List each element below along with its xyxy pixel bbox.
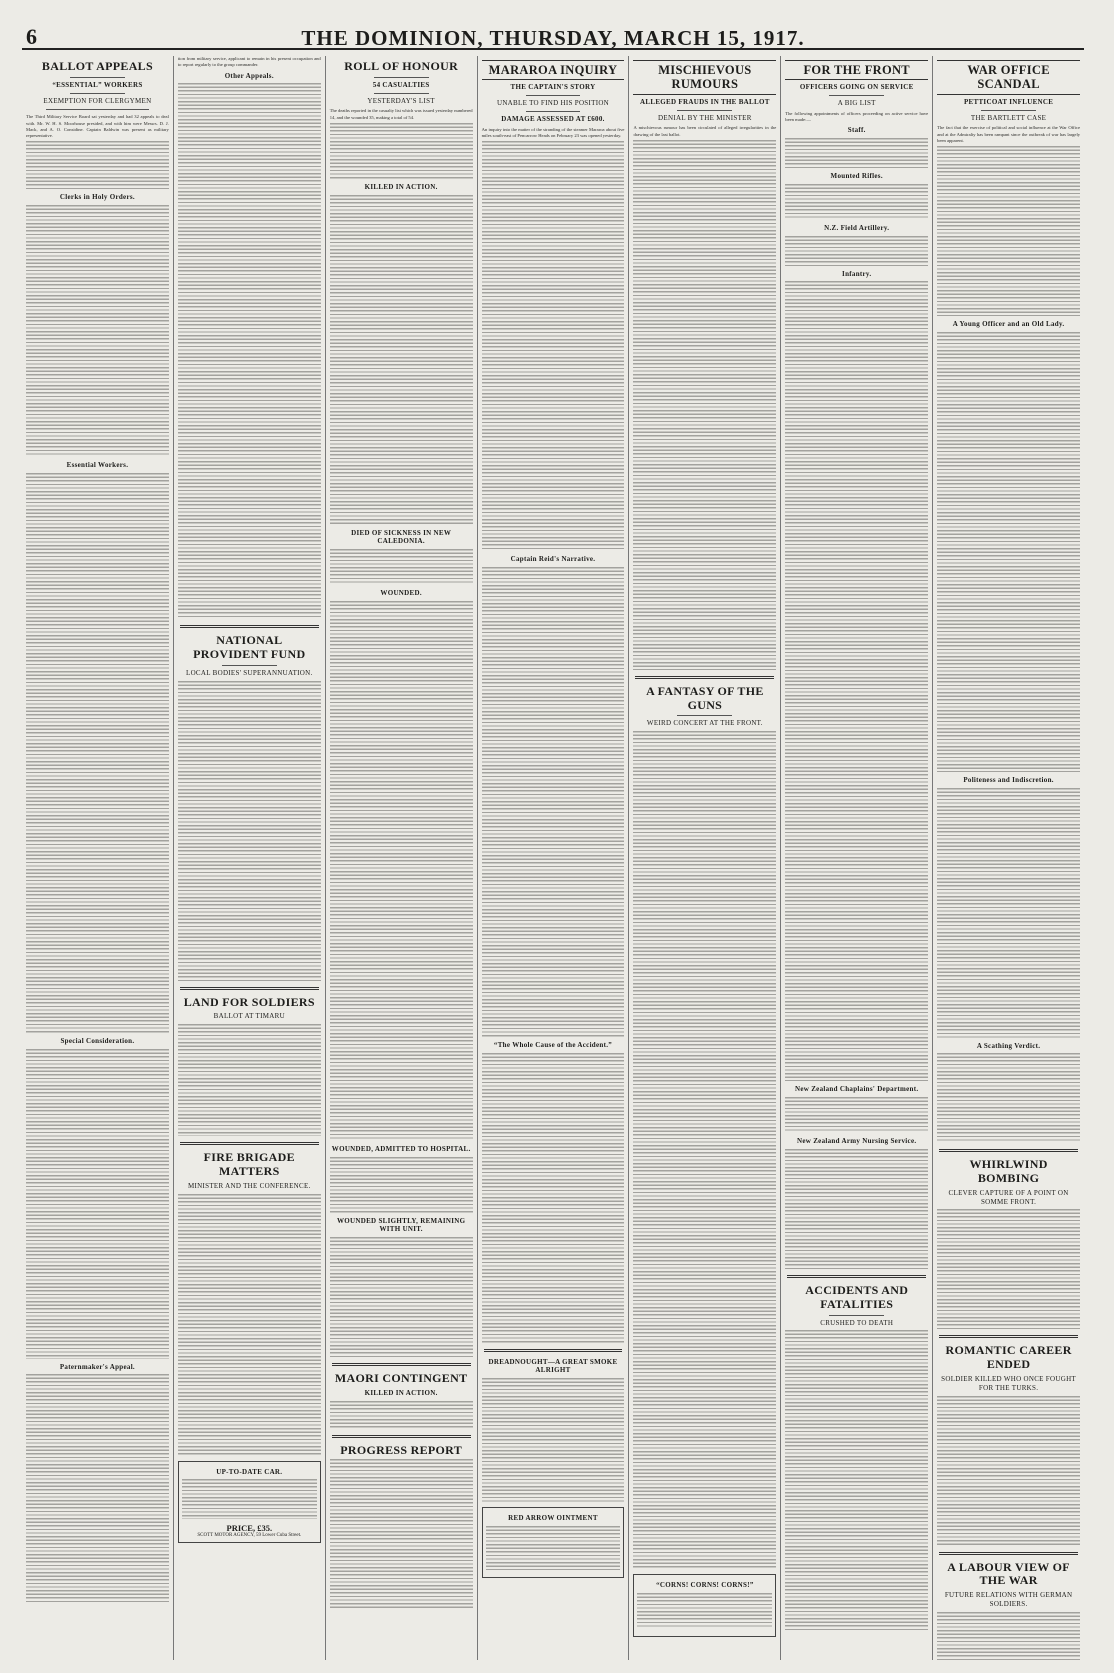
subhead-position: UNABLE TO FIND HIS POSITION: [496, 99, 610, 108]
subhead-petticoat: PETTICOAT INFLUENCE: [963, 97, 1054, 106]
officer-list: [785, 138, 928, 168]
subhead-captains-story: THE CAPTAIN'S STORY: [510, 83, 596, 92]
subhead-yesterdays-list: YESTERDAY'S LIST: [367, 96, 435, 105]
subhead-exemption: EXEMPTION FOR CLERGYMEN: [43, 96, 152, 105]
article-intro: The deaths reported in the casualty list which was issued yesterday numbered 14, and the wounded 35, making a total of 54.: [329, 108, 473, 120]
headline-fantasy-of-guns: A FANTASY OF THE GUNS: [646, 683, 764, 712]
headline-romantic-career: ROMANTIC CAREER ENDED: [945, 1343, 1072, 1372]
article-continuation: tion from military service, applicant to remain in his present occupation and to report regularly to the group commander.: [177, 56, 321, 68]
headline-maori-contingent: MAORI CONTINGENT: [334, 1371, 468, 1386]
section-heading: WOUNDED SLIGHTLY, REMAINING WITH UNIT.: [336, 1216, 466, 1234]
subhead-denial: DENIAL BY THE MINISTER: [658, 113, 752, 122]
ad-heading: “CORNS! CORNS! CORNS!”: [656, 1581, 754, 1590]
subhead-minister-conference: MINISTER AND THE CONFERENCE.: [187, 1181, 311, 1190]
column-2: [174, 56, 326, 1660]
headline-mischievous-rumours: MISCHIEVOUS RUMOURS: [633, 60, 776, 95]
subhead-crushed: CRUSHED TO DEATH: [820, 1318, 894, 1327]
section-heading: Clerks in Holy Orders.: [59, 193, 135, 202]
subhead-essential-workers: “ESSENTIAL” WORKERS: [52, 80, 143, 89]
article-text: [26, 1049, 169, 1359]
headline-mararoa-inquiry: MARAROA INQUIRY: [482, 60, 625, 80]
section-heading: Essential Workers.: [66, 461, 129, 470]
headline-land-for-soldiers: LAND FOR SOLDIERS: [183, 994, 315, 1009]
section-heading: Staff.: [847, 126, 866, 135]
casualty-list: [330, 195, 473, 525]
section-heading: KILLED IN ACTION.: [364, 1388, 438, 1397]
subhead-superannuation: LOCAL BODIES' SUPERANNUATION.: [186, 668, 313, 677]
section-heading: A Young Officer and an Old Lady.: [952, 320, 1065, 329]
section-heading: New Zealand Army Nursing Service.: [797, 1137, 917, 1146]
article-intro: The following appointments of officers proceeding on active service have been made:—: [785, 110, 929, 123]
section-heading: N.Z. Field Artillery.: [824, 223, 890, 232]
casualty-list: [330, 1401, 473, 1429]
officer-list: [785, 281, 928, 1081]
article-intro: A mischievous rumour has been circulated of alleged irregularities in the drawing of the last ballot.: [633, 125, 777, 137]
headline-whirlwind-bombing: WHIRLWIND BOMBING: [969, 1157, 1048, 1186]
article-text: [178, 1194, 321, 1456]
section-heading: Special Consideration.: [60, 1036, 135, 1045]
section-heading: Other Appeals.: [224, 71, 274, 80]
subhead-damage: DAMAGE ASSESSED AT £600.: [501, 114, 605, 123]
section-heading: DIED OF SICKNESS IN NEW CALEDONIA.: [351, 528, 452, 546]
casualty-list: [330, 1157, 473, 1213]
article-intro: The Third Military Service Board sat yesterday and had 32 appeals to deal with. Mr. W. H. S. Moorhouse presided, and with him were Messrs. D. J. Mack, and A. O. Considine. Captain Baldwin was present as military representative.: [26, 114, 169, 139]
headline-fire-brigade: FIRE BRIGADE MATTERS: [203, 1150, 295, 1179]
officer-list: [785, 1149, 928, 1269]
article-text: [937, 1396, 1080, 1546]
officer-list: [785, 1097, 928, 1133]
section-heading: Paternmaker's Appeal.: [59, 1362, 135, 1371]
casualty-list: [330, 549, 473, 585]
article-text: [785, 1330, 928, 1630]
article-text: [178, 83, 321, 619]
article-text: [330, 1459, 473, 1609]
article-text: [937, 146, 1080, 316]
ad-heading: UP-TO-DATE CAR.: [216, 1467, 283, 1476]
article-text: [26, 473, 169, 1033]
section-heading: Politeness and Indiscretion.: [963, 775, 1054, 784]
subhead-future-relations: FUTURE RELATIONS WITH GERMAN SOLDIERS.: [944, 1591, 1073, 1608]
officer-list: [785, 236, 928, 266]
ad-address: SCOTT MOTOR AGENCY, 59 Lower Cuba Street.: [197, 1533, 302, 1539]
masthead: [22, 22, 1084, 50]
article-text: [937, 788, 1080, 1038]
section-heading: A Scathing Verdict.: [976, 1041, 1041, 1050]
subhead-casualties: 54 CASUALTIES: [372, 80, 430, 89]
subhead-bartlett-case: THE BARTLETT CASE: [970, 113, 1047, 122]
section-heading: New Zealand Chaplains' Department.: [795, 1085, 919, 1094]
article-text: [482, 1053, 625, 1343]
subhead-officers: OFFICERS GOING ON SERVICE: [799, 83, 914, 92]
advertisement-motor-car: [178, 1461, 321, 1544]
advertisement-ointment: [482, 1507, 625, 1578]
subhead-weird-concert: WEIRD CONCERT AT THE FRONT.: [646, 719, 763, 728]
column-1: [22, 56, 174, 1660]
section-heading: “The Whole Cause of the Accident.”: [493, 1040, 613, 1049]
subhead-alleged-frauds: ALLEGED FRAUDS IN THE BALLOT: [640, 97, 770, 106]
article-text: [937, 1612, 1080, 1660]
column-3: [326, 56, 478, 1660]
section-heading: Captain Reid's Narrative.: [510, 555, 596, 564]
headline-war-office-scandal: WAR OFFICE SCANDAL: [937, 60, 1080, 95]
headline-ballot-appeals: BALLOT APPEALS: [41, 59, 153, 73]
article-text: [482, 1378, 625, 1502]
section-heading: WOUNDED, ADMITTED TO HOSPITAL.: [331, 1144, 471, 1153]
article-intro: An inquiry into the matter of the stranding of the steamer Mararoa about five miles south-east of Pencarrow Heads on February 23 was opened yesterday.: [481, 126, 625, 138]
headline-for-the-front: FOR THE FRONT: [785, 60, 928, 80]
article-text: [482, 141, 625, 551]
column-6: [781, 56, 933, 1660]
article-text: [633, 140, 776, 670]
officer-list: [785, 184, 928, 220]
article-text: [26, 1374, 169, 1604]
subhead-ballot-timaru: BALLOT AT TIMARU: [213, 1012, 285, 1021]
casualty-list: [330, 601, 473, 1141]
casualty-list: [330, 1237, 473, 1357]
article-text: [26, 141, 169, 189]
article-intro: The fact that the exercise of political and social influence at the War Office and at the Admiralty has been rampant since the outbreak of war has largely been apparent.: [937, 125, 1081, 143]
headline-roll-of-honour: ROLL OF HONOUR: [344, 59, 459, 73]
article-text: [330, 123, 473, 179]
page-number: 6: [26, 24, 37, 49]
column-5: [629, 56, 781, 1660]
article-text: [937, 332, 1080, 772]
column-4: [478, 56, 630, 1660]
subhead-clever-capture: CLEVER CAPTURE OF A POINT ON SOMME FRONT.: [948, 1188, 1069, 1206]
article-text: [633, 731, 776, 1569]
article-text: [937, 1053, 1080, 1143]
ad-heading: RED ARROW OINTMENT: [508, 1514, 598, 1523]
section-heading: WOUNDED.: [380, 589, 422, 598]
headline-labour-view: A LABOUR VIEW OF THE WAR: [947, 1559, 1070, 1588]
columns: [22, 50, 1084, 1660]
section-heading: Infantry.: [842, 269, 872, 278]
article-text: [178, 681, 321, 981]
newspaper-title: THE DOMINION, THURSDAY, MARCH 15, 1917.: [301, 26, 805, 50]
subhead-big-list: A BIG LIST: [837, 99, 876, 108]
ad-price: PRICE, £35.: [226, 1523, 273, 1534]
headline-dreadnought: DREADNOUGHT—A GREAT SMOKE ALRIGHT: [488, 1357, 618, 1375]
article-text: [937, 1209, 1080, 1329]
headline-provident-fund: NATIONAL PROVIDENT FUND: [193, 633, 306, 662]
advertisement-corns: [633, 1574, 776, 1637]
section-heading: Mounted Rifles.: [830, 172, 883, 181]
article-text: [482, 567, 625, 1037]
headline-progress-report: PROGRESS REPORT: [340, 1442, 463, 1457]
column-7: [933, 56, 1084, 1660]
subhead-soldier-killed: SOLDIER KILLED WHO ONCE FOUGHT FOR THE TURKS.: [941, 1375, 1077, 1392]
article-text: [26, 205, 169, 457]
section-heading: KILLED IN ACTION.: [364, 182, 438, 191]
headline-accidents: ACCIDENTS AND FATALITIES: [805, 1282, 909, 1311]
article-text: [178, 1024, 321, 1136]
